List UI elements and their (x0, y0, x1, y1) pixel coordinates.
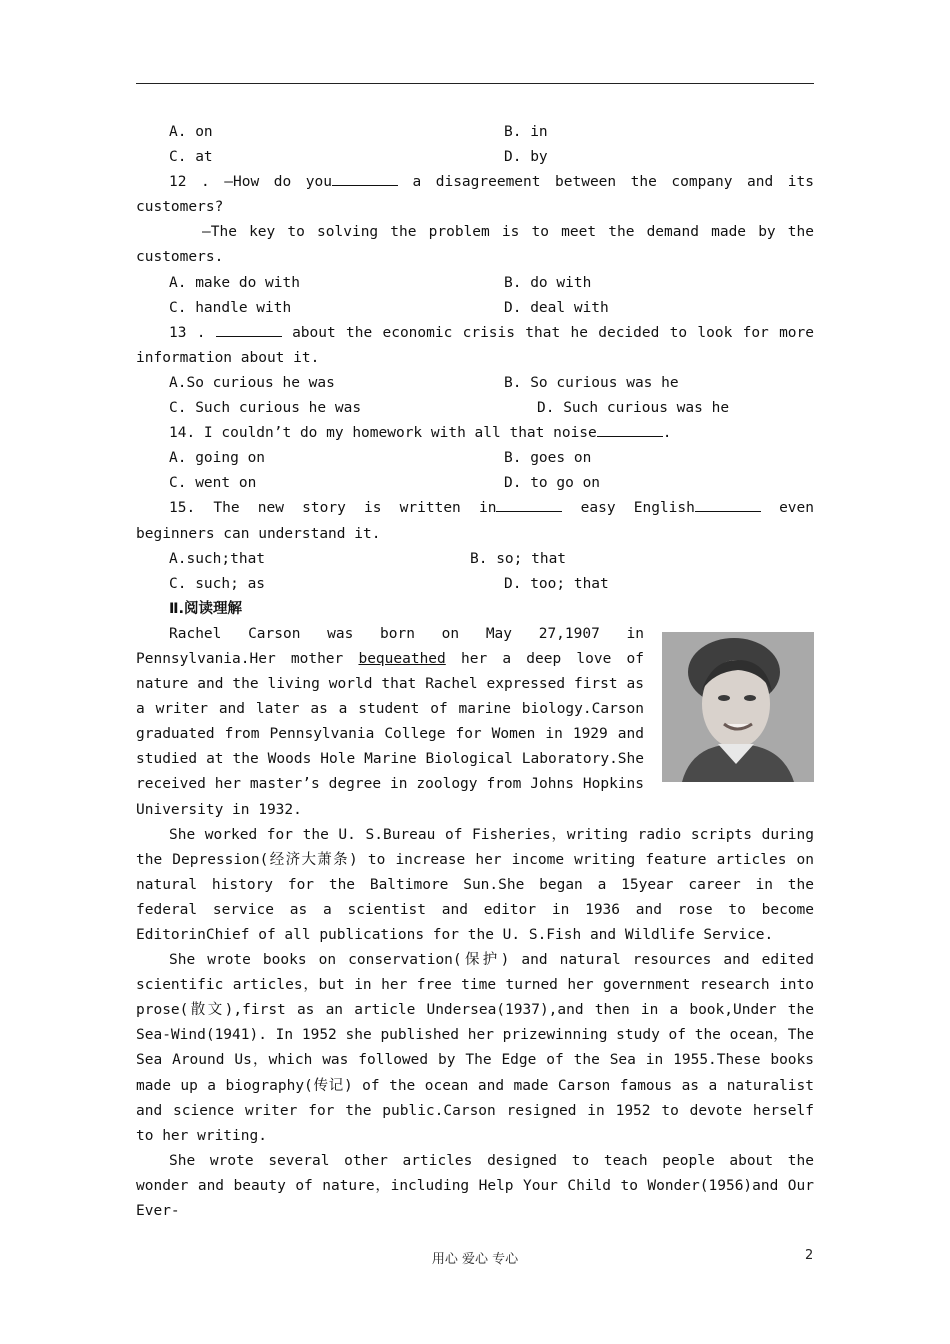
option-b: B. goes on (504, 450, 592, 467)
option-a: A.such;that (169, 550, 266, 567)
answer-blank (496, 497, 562, 512)
underlined-word: bequeathed (358, 650, 446, 667)
option-c: C. went on (169, 475, 257, 492)
question-15-stem: 15. The new story is written in easy English even beginners can understand it. (136, 496, 814, 546)
option-c: C. handle with (169, 299, 292, 316)
portrait-photo (662, 632, 814, 782)
option-b: B. So curious was he (504, 374, 679, 391)
question-15-options-row2 (136, 572, 814, 597)
option-b: B. in (504, 124, 548, 140)
question-12-options-row2 (136, 296, 814, 321)
answer-blank (216, 322, 282, 337)
option-b: B. do with (504, 274, 592, 291)
question-14-stem: 14. I couldn’t do my homework with all that noise . (136, 421, 814, 446)
option-c: C. at (169, 149, 213, 166)
question-12-stem: 12 . —How do you a disagreement between the company and its customers? (136, 170, 814, 220)
option-d: D. deal with (504, 299, 609, 316)
footer-text: 用心 爱心 专心 (431, 1252, 519, 1267)
option-c: C. such; as (169, 575, 266, 592)
option-a: A. on (169, 124, 213, 140)
page-content (136, 120, 814, 1224)
option-d: D. to go on (504, 475, 601, 492)
page-number: 2 (805, 1248, 814, 1263)
question-15-options-row1 (136, 547, 814, 572)
option-d: D. Such curious was he (537, 400, 730, 417)
section-title: Ⅱ.阅读理解 (169, 600, 243, 617)
option-a: A. make do with (169, 274, 300, 291)
answer-blank (695, 497, 761, 512)
option-b: B. so; that (470, 550, 567, 567)
option-a: A.So curious he was (169, 374, 335, 391)
question-13-options-row2 (136, 396, 814, 421)
passage-paragraph-3: She wrote books on conservation(保护) and natural resources and edited scientific articles，but in her free time turned her government research into prose(散文),first as an article Undersea(1937),and then in a book,Under the Sea-Wind(1941). In 1952 she published her prizewinning study of the ocean，The Sea Around Us，which was followed by The Edge of the Sea in 1955.These books made up a biography(传记) of the ocean and made Carson famous as a naturalist and science writer for the public.Carson resigned in 1952 to devote herself to her writing. (136, 952, 814, 1144)
passage-paragraph-4: She wrote several other articles designed to teach people about the wonder and beauty of nature，including Help Your Child to Wonder(1956)and Our Ever- (136, 1152, 814, 1220)
question-12-dialogue-answer: —The key to solving the problem is to meet the demand made by the customers. (136, 224, 814, 266)
answer-blank (597, 422, 663, 437)
option-d: D. too; that (504, 575, 609, 592)
option-d: D. by (504, 149, 548, 166)
passage-paragraph-1: Rachel Carson was born on May 27,1907 in Pennsylvania.Her mother bequeathed her a deep love of nature and the living world that Rachel expressed first as a writer and later as a student of marine biology.Carson graduated from Pennsylvania College for Women in 1929 and studied at the Woods Hole Marine Biological Laboratory.She received her master’s degree in zoology from Johns Hopkins University in 1932. (136, 625, 645, 818)
question-14-options-row1 (136, 446, 814, 471)
option-c: C. Such curious he was (169, 400, 362, 417)
question-13-options-row1 (136, 371, 814, 396)
question-11-options-row1 (136, 120, 814, 145)
question-14-options-row2 (136, 471, 814, 496)
header-rule (136, 83, 814, 84)
question-12-options-row1 (136, 271, 814, 296)
option-a: A. going on (169, 450, 266, 467)
question-11-options-row2 (136, 145, 814, 170)
answer-blank (332, 171, 398, 186)
question-13-stem: 13 . about the economic crisis that he decided to look for more information about it. (136, 321, 814, 371)
passage-paragraph-2: She worked for the U. S.Bureau of Fisheries，writing radio scripts during the Depression(经济大萧条) to increase her income writing feature articles on natural history for the Baltimore Sun.She began a 15year career in the federal service as a scientist and editor in 1936 and rose to become EditorinChief of all publications for the U. S.Fish and Wildlife Service. (136, 826, 814, 943)
